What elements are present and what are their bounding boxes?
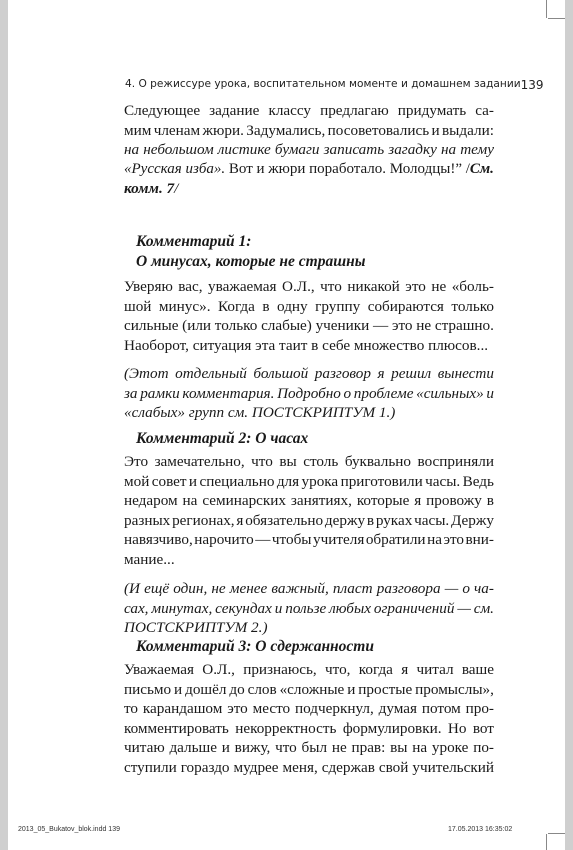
text-line: то карандашом это место подчеркнул, думая потом про- [124, 700, 494, 718]
page-sheet [8, 0, 565, 850]
crop-mark-bottom [546, 834, 547, 850]
crop-mark-top [546, 0, 547, 18]
text-line: мой совет и специально для урока приготовили часы. Ведь [124, 472, 494, 490]
footer-timestamp: 17.05.2013 16:35:02 [448, 826, 513, 833]
crop-mark-right [548, 18, 565, 19]
comment-1-text [124, 277, 494, 355]
running-header-title: 4. О режиссуре урока, воспитательном моменте и домашнем задании [125, 78, 521, 90]
comment-1-note [124, 364, 494, 423]
text-line: мание... [124, 550, 175, 568]
comment-3-text [124, 660, 494, 778]
comment-1-title: Комментарий 1: [136, 233, 252, 250]
text-line: ступили гораздо мудрее меня, сдержав свой учительский [124, 758, 494, 776]
text-line: комментировать некорректность формулировки. Но вот [124, 719, 494, 737]
text-line: мим членам жюри. Задумались, посоветовались и выдали: [124, 121, 494, 139]
text-line: читаю дальше и вижу, что был не прав: вы на уроке по- [124, 739, 494, 757]
text-line: (И ещё один, не менее важный, пласт разговора — о ча- [124, 580, 494, 597]
text-line: за рамки комментария. Подробно о проблеме «сильных» и [124, 384, 494, 402]
comment-2-text [124, 452, 494, 570]
crop-mark-bottom-right [548, 833, 565, 834]
running-header [125, 78, 544, 92]
comment-2-title: Комментарий 2: О часах [136, 430, 309, 447]
text-line: комм. 7 / [124, 180, 179, 198]
text-line: сильные (или только слабые) ученики — это не страшно. [124, 317, 494, 335]
text-line: Наоборот, ситуация эта таит в себе множество плюсов... [124, 336, 489, 354]
text-line: шой минус». Когда в одну группу собираются только [124, 297, 494, 315]
text-line: письмо и дошёл до слов «сложные и простые промыслы», [124, 680, 494, 698]
comment-3-title: Комментарий 3: О сдержанности [136, 638, 374, 655]
text-line: навязчиво, нарочито — чтобы учителя обратили на это вни- [124, 531, 494, 549]
text-line: на небольшом листике бумаги записать загадку на тему [124, 141, 494, 159]
comment-1-subtitle: О минусах, которые не страшны [136, 253, 366, 270]
paragraph-intro [124, 101, 494, 199]
text-line: разных регионах, я обязательно держу в руках часы. Держу [124, 511, 494, 529]
text-line: Это замечательно, что вы столь буквально восприняли [124, 453, 494, 470]
text-line: (Этот отдельный большой разговор я решил вынести [124, 365, 494, 382]
text-line: сах, минутах, секундах и пользе любых ограничений — см. [124, 599, 494, 617]
text-line: «слабых» групп см. ПОСТСКРИПТУМ 1.) [124, 404, 396, 422]
text-line: Уважаемая О.Л., признаюсь, что, когда я читал ваше [124, 661, 494, 678]
comment-2-note [124, 579, 494, 638]
text-line: ПОСТСКРИПТУМ 2.) [124, 619, 268, 637]
text-line: «Русская изба». Вот и жюри поработало. Молодцы!” / См. [124, 160, 494, 177]
page-number: 139 [520, 78, 544, 92]
text-line: Следующее задание классу предлагаю придумать са- [124, 102, 494, 119]
footer-filename: 2013_05_Bukatov_blok.indd 139 [18, 826, 120, 833]
text-line: недаром на семинарских занятиях, которые я провожу в [124, 492, 494, 510]
text-line: Уверяю вас, уважаемая О.Л., что никакой это не «боль- [124, 278, 494, 295]
